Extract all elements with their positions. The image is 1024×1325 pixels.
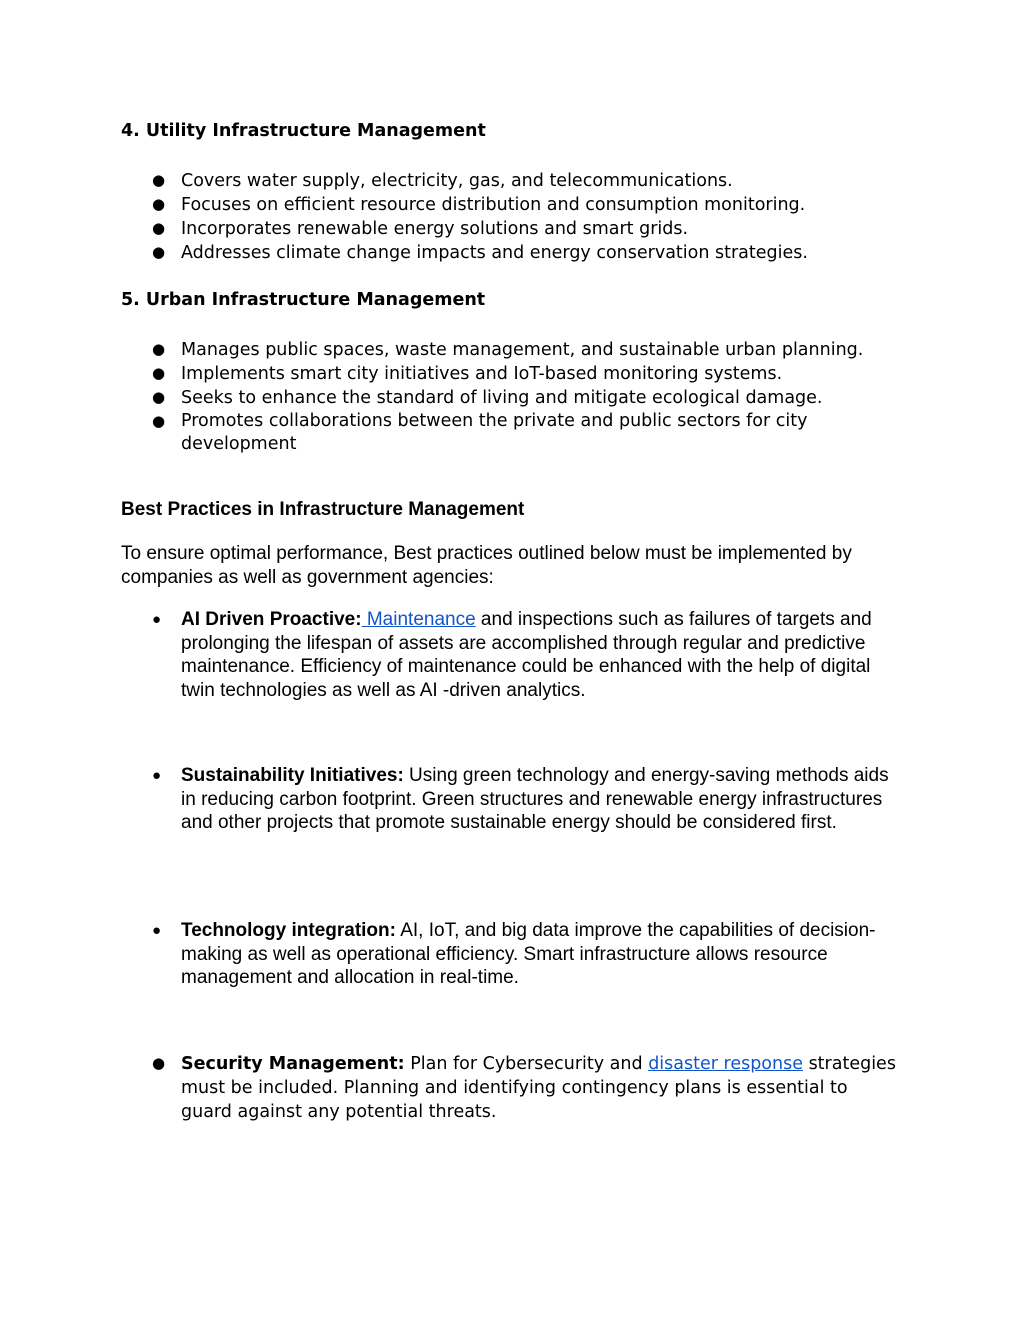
list-item: ● Incorporates renewable energy solutions and smart grids. [152, 219, 689, 239]
best-practice-text: Security Management: Plan for Cybersecurity and disaster response strategies must be included. Planning and identifying contingency plans is essential to guard against any potential threats. [181, 1054, 896, 1122]
bullet-icon: ● [152, 340, 166, 358]
section-heading-urban: 5. Urban Infrastructure Management [121, 290, 486, 310]
bullet-icon: ● [152, 195, 166, 213]
disaster-response-link[interactable]: disaster response [648, 1054, 803, 1074]
section-heading-utility: 4. Utility Infrastructure Management [121, 121, 486, 141]
bullet-icon: ● [152, 1054, 166, 1072]
list-item: ● Implements smart city initiatives and IoT-based monitoring systems. [152, 364, 783, 384]
list-item: ● Seeks to enhance the standard of living and mitigate ecological damage. [152, 388, 823, 408]
bullet-icon: ● [152, 412, 166, 430]
maintenance-link[interactable]: Maintenance [361, 609, 476, 630]
bullet-icon: ● [152, 922, 162, 939]
list-item: ● Addresses climate change impacts and energy conservation strategies. [152, 243, 808, 263]
best-practice-text: AI Driven Proactive: Maintenance and inspections such as failures of targets and prolonging the lifespan of assets are accomplished through regular and predictive maintenance. Efficiency of maintenance could be enhanced with the help of digital twin technologies as well as AI -driven analytics. [181, 609, 872, 701]
bullet-icon: ● [152, 364, 166, 382]
urban-bullet-list [0, 338, 900, 456]
utility-bullet-list [0, 169, 900, 265]
best-practice-text: Technology integration: AI, IoT, and big data improve the capabilities of decision-making as well as operational efficiency. Smart infrastructure allows resource management and allocation in real-time. [181, 920, 876, 988]
best-practice-title: AI Driven Proactive: [181, 609, 362, 630]
intro-paragraph: To ensure optimal performance, Best practices outlined below must be implemented by companies as well as government agencies: [121, 543, 852, 588]
best-practice-title: Security Management: [181, 1054, 405, 1074]
list-item: ● Manages public spaces, waste management, and sustainable urban planning. [152, 340, 864, 360]
bullet-icon: ● [152, 243, 166, 261]
bullet-icon: ● [152, 611, 162, 628]
bullet-icon: ● [152, 388, 166, 406]
list-item: ● Focuses on efficient resource distribution and consumption monitoring. [152, 195, 806, 215]
best-practice-text: Sustainability Initiatives: Using green technology and energy-saving methods aids in reducing carbon footprint. Green structures and renewable energy infrastructures and other projects that promote sustainable energy should be considered first. [181, 765, 889, 833]
bullet-icon: ● [152, 219, 166, 237]
best-practice-title: Technology integration: [181, 920, 396, 941]
list-item: ● Covers water supply, electricity, gas, and telecommunications. [152, 171, 733, 191]
bullet-icon: ● [152, 171, 166, 189]
best-practice-title: Sustainability Initiatives: [181, 765, 404, 786]
bullet-icon: ● [152, 767, 162, 784]
section-heading-best-practices: Best Practices in Infrastructure Management [121, 499, 525, 520]
list-item: ● Promotes collaborations between the private and public sectors for city development [152, 411, 808, 454]
